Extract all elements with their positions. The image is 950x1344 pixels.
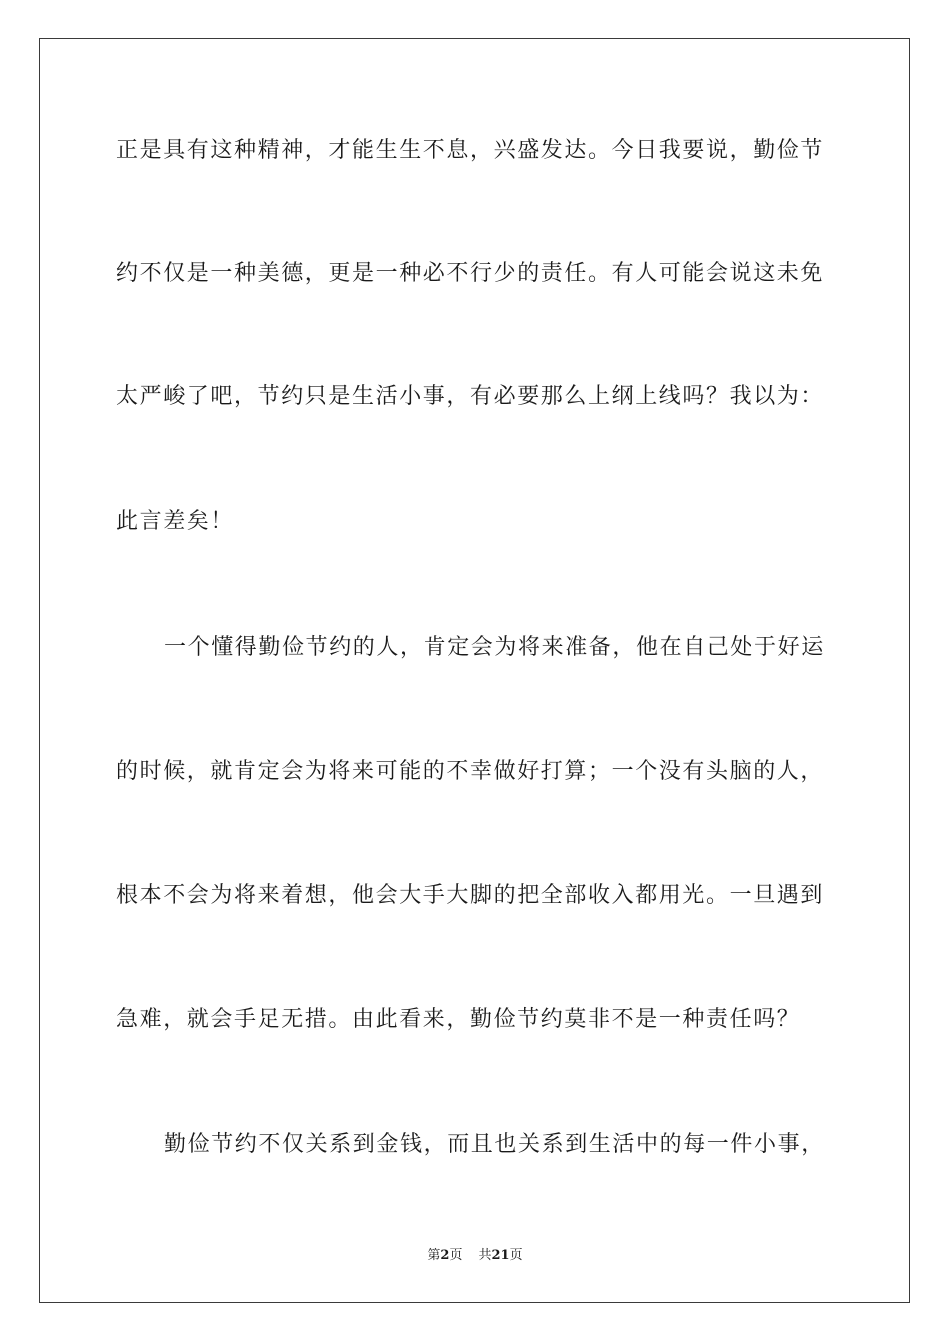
paragraph-line: 急难，就会手足无措。由此看来，勤俭节约莫非不是一种责任吗？ [116,1007,801,1032]
paragraph-line: 一个懂得勤俭节约的人，肯定会为将来准备，他在自己处于好运 [164,635,825,660]
paragraph-line: 根本不会为将来着想，他会大手大脚的把全部收入都用光。一旦遇到 [116,883,825,908]
page-suffix: 页 [449,1248,463,1263]
total-pages: 21 [491,1248,510,1263]
paragraph-line: 勤俭节约不仅关系到金钱，而且也关系到生活中的每一件小事， [164,1132,825,1157]
page-footer [0,1247,950,1265]
paragraph-line: 太严峻了吧，节约只是生活小事，有必要那么上纲上线吗？我以为： [116,384,825,409]
paragraph-line: 约不仅是一种美德，更是一种必不行少的责任。有人可能会说这未免 [116,261,825,286]
page-border [39,38,910,1303]
page-prefix: 第 [427,1248,441,1263]
total-suffix: 页 [509,1248,523,1263]
page-number: 2 [440,1248,450,1263]
total-prefix: 共 [478,1248,492,1263]
paragraph-line: 正是具有这种精神，才能生生不息，兴盛发达。今日我要说，勤俭节 [116,138,825,163]
paragraph-line: 的时候，就肯定会为将来可能的不幸做好打算；一个没有头脑的人， [116,759,825,784]
paragraph-line: 此言差矣！ [116,509,235,534]
